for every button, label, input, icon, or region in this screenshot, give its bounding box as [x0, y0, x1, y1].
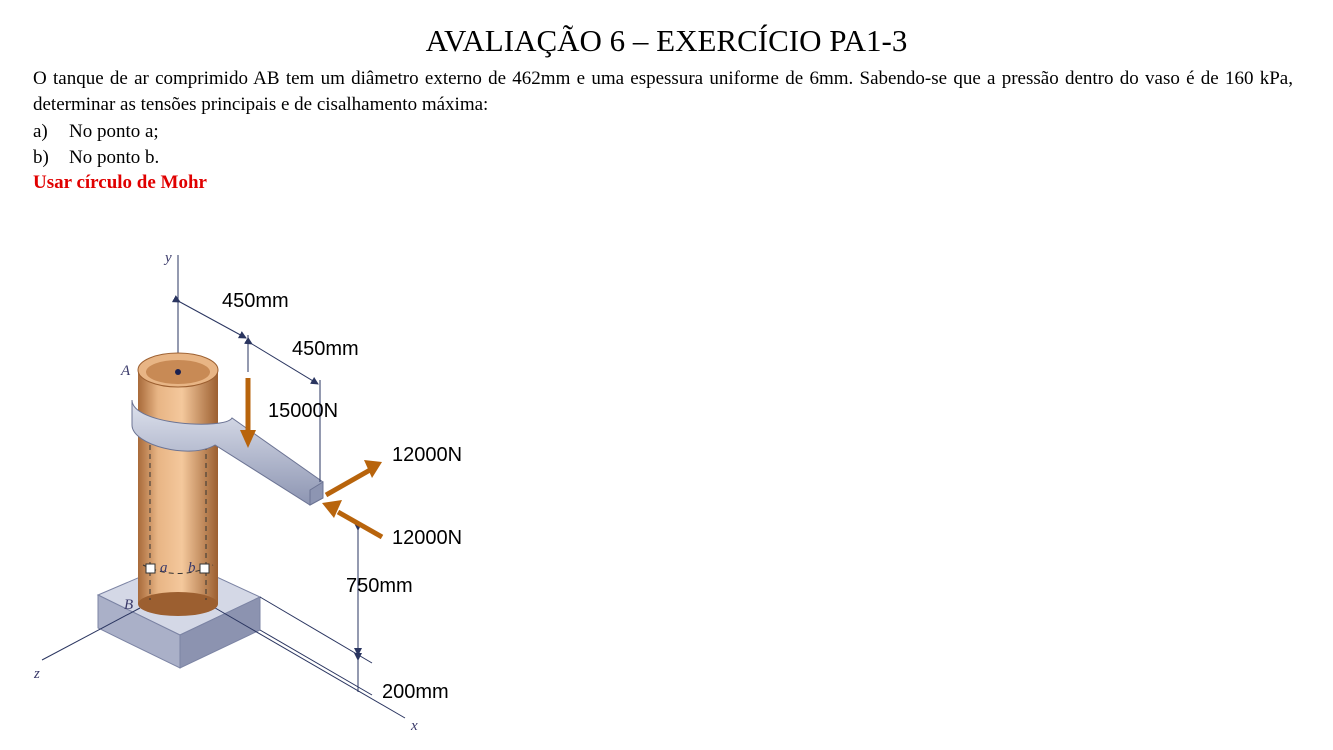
item-text: No ponto b. [69, 147, 160, 168]
dim-200mm: 200mm [382, 681, 449, 703]
force-12000N-out-label: 12000N [392, 444, 463, 466]
item-text: No ponto a; [69, 121, 159, 142]
x-axis-label: x [411, 718, 418, 734]
point-a-label: a [160, 560, 168, 576]
point-a-element [146, 564, 155, 573]
dim-450mm-first: 450mm [222, 290, 289, 312]
dim-750mm: 750mm [346, 575, 413, 597]
force-15000N-label: 15000N [268, 400, 339, 422]
x-axis-line [210, 605, 405, 718]
problem-statement: O tanque de ar comprimido AB tem um diâmetro externo de 462mm e uma espessura uniforme de 6mm. Sabendo-se que a pressão dentro do vaso é de 160 kPa, determinar as tensões principais e de cisalhamento máxima: [33, 68, 1293, 115]
point-A-label: A [121, 363, 131, 379]
force-horizontal-in-arrow [322, 500, 382, 537]
force-12000N-in-label: 12000N [392, 527, 463, 549]
y-axis-label: y [165, 250, 172, 266]
item-label: b) [33, 147, 49, 168]
dim-450mm-second: 450mm [292, 338, 359, 360]
point-B-label: B [124, 597, 134, 613]
force-horizontal-out-arrow [326, 460, 382, 495]
item-label: a) [33, 121, 48, 142]
method-note: Usar círculo de Mohr [33, 172, 207, 193]
tank-top [138, 353, 218, 410]
page-title: AVALIAÇÃO 6 – EXERCÍCIO PA1-3 [425, 23, 908, 58]
z-axis-label: z [34, 666, 40, 682]
axes [42, 255, 405, 718]
point-b-label: b [188, 560, 196, 576]
point-b-element [200, 564, 209, 573]
